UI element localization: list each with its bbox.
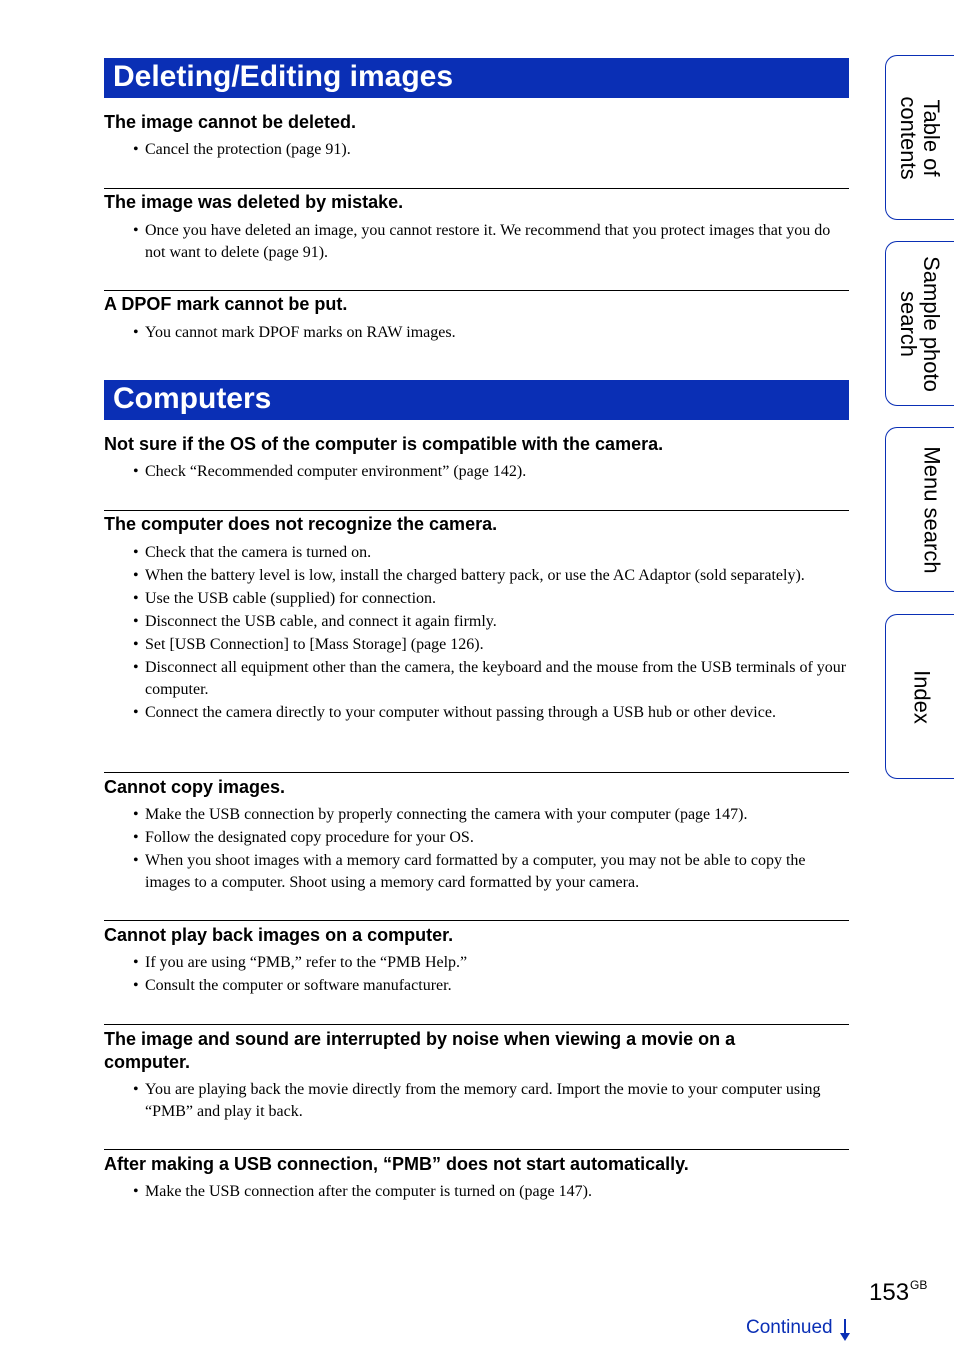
list-item: • Make the USB connection by properly connecting the camera with your computer (page 147). <box>133 804 849 826</box>
divider <box>104 1149 849 1150</box>
divider <box>104 1024 849 1025</box>
list-item: • When you shoot images with a memory card formatted by a computer, you may not be able to copy the images to a computer. Shoot using a memory card formatted by your camera. <box>133 850 849 894</box>
bullet-list <box>133 542 849 725</box>
list-item: • Consult the computer or software manufacturer. <box>133 975 849 997</box>
divider <box>104 772 849 773</box>
tab-index[interactable] <box>885 614 954 779</box>
list-item: • Check “Recommended computer environment” (page 142). <box>133 461 849 483</box>
tab-menu-search[interactable] <box>885 427 954 592</box>
list-item: • Follow the designated copy procedure for your OS. <box>133 827 849 849</box>
tab-table-of-contents[interactable] <box>885 55 954 220</box>
divider <box>104 188 849 189</box>
bullet-list <box>133 804 849 895</box>
tab-sample-photo-search[interactable] <box>885 241 954 406</box>
list-item: • You are playing back the movie directly from the memory card. Import the movie to your computer using “PMB” and play it back. <box>133 1079 849 1123</box>
bullet-list <box>133 952 849 998</box>
list-item: • Once you have deleted an image, you cannot restore it. We recommend that you protect images that you do not want to delete (page 91). <box>133 220 849 264</box>
list-item: • Use the USB cable (supplied) for connection. <box>133 588 849 610</box>
tab-label: Menu search <box>919 445 945 574</box>
continued-link[interactable]: Continued <box>746 1317 833 1338</box>
item-heading: The image cannot be deleted. <box>104 112 357 132</box>
list-item: • Set [USB Connection] to [Mass Storage] (page 126). <box>133 634 849 656</box>
list-item: • Disconnect the USB cable, and connect it again firmly. <box>133 611 849 633</box>
tab-label: Sample photo search <box>896 255 944 392</box>
item-heading: After making a USB connection, “PMB” does not start automatically. <box>104 1154 689 1174</box>
list-item: • Cancel the protection (page 91). <box>133 139 849 161</box>
item-heading: The image and sound are interrupted by noise when viewing a movie on a computer. <box>104 1029 736 1072</box>
list-item: • You cannot mark DPOF marks on RAW images. <box>133 322 849 344</box>
list-item: • Disconnect all equipment other than the camera, the keyboard and the mouse from the USB terminals of your computer. <box>133 657 849 701</box>
bullet-list <box>133 1181 849 1204</box>
list-item: • When the battery level is low, install the charged battery pack, or use the AC Adaptor (sold separately). <box>133 565 849 587</box>
divider <box>104 510 849 511</box>
bullet-list <box>133 322 849 345</box>
divider <box>104 290 849 291</box>
page-suffix: GB <box>910 1278 928 1292</box>
section-title: Deleting/Editing images <box>113 60 454 93</box>
bullet-list <box>133 461 849 484</box>
divider <box>104 920 849 921</box>
arrow-down-icon <box>838 1318 852 1342</box>
item-heading: Not sure if the OS of the computer is compatible with the camera. <box>104 434 664 454</box>
list-item: • Connect the camera directly to your computer without passing through a USB hub or other device. <box>133 702 849 724</box>
tab-label: Index <box>909 669 935 724</box>
list-item: • Check that the camera is turned on. <box>133 542 849 564</box>
item-heading: A DPOF mark cannot be put. <box>104 294 348 314</box>
item-heading: Cannot copy images. <box>104 777 286 797</box>
bullet-list <box>133 1079 849 1124</box>
page-number: $153^{GB}$ <box>869 1278 928 1306</box>
item-heading: Cannot play back images on a computer. <box>104 925 454 945</box>
list-item: • Make the USB connection after the computer is turned on (page 147). <box>133 1181 849 1203</box>
section-title: Computers <box>113 382 272 415</box>
bullet-list <box>133 220 849 265</box>
item-heading: The image was deleted by mistake. <box>104 192 404 212</box>
tab-label: Table of contents <box>896 95 944 180</box>
section-header-deleting-editing <box>104 58 849 98</box>
bullet-list <box>133 139 849 162</box>
list-item: • If you are using “PMB,” refer to the “PMB Help.” <box>133 952 849 974</box>
item-heading: The computer does not recognize the camera. <box>104 514 498 534</box>
section-header-computers <box>104 380 849 420</box>
